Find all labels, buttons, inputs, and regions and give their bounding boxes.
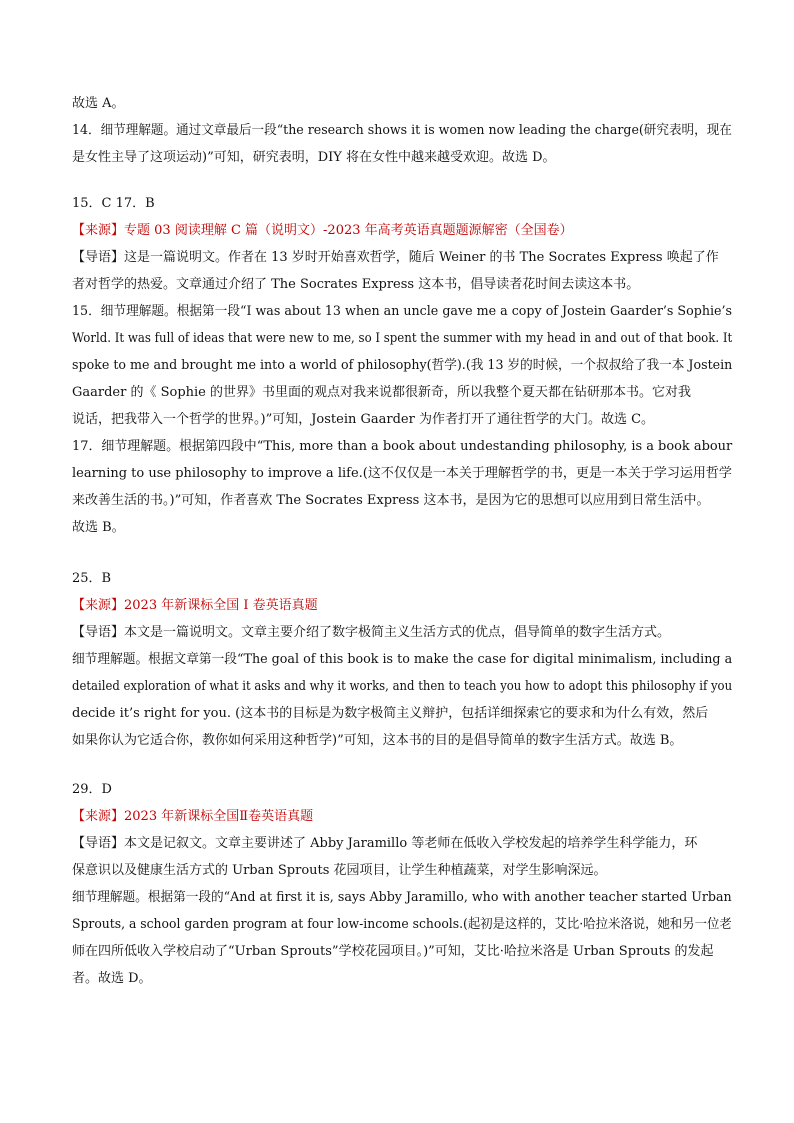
q17-explanation-line: 故选 B。: [72, 520, 125, 535]
answer-text-line: 故选 A。: [72, 96, 125, 111]
guide-line: 【导语】本文是记叙文。文章主要讲述了 Abby Jaramillo 等老师在低收入学校发起的培养学生科学能力，环: [72, 836, 698, 851]
q15-explanation-line: 15．细节理解题。根据第一段“I was about 13 when an uncle gave me a copy of Jostein Gaarder’s Sophie’s: [72, 304, 733, 319]
source-tag: 【来源】: [72, 809, 125, 824]
q17-explanation-line: 17．细节理解题。根据第四段中“This, more than a book about undestanding philosophy, is a book abour: [72, 439, 733, 454]
source-tag: 【来源】: [72, 598, 125, 613]
source-line: [72, 808, 732, 826]
q29-explanation-line: 者。故选 D。: [72, 971, 152, 986]
q25-explanation-line: 细节理解题。根据文章第一段“The goal of this book is to make the case for digital minimalism, including a: [72, 652, 733, 667]
guide-line: 保意识以及健康生活方式的 Urban Sprouts 花园项目，让学生种植蔬菜，对学生影响深远。: [72, 863, 607, 878]
q25-explanation-line: detailed exploration of what it asks and why it works, and then to teach you how to adopt this philosophy if you: [72, 679, 733, 694]
source-text: 2023 年新课标全国Ⅱ卷英语真题: [124, 809, 314, 824]
q25-explanation-line: decide it’s right for you. (这本书的目标是为数字极简主义辩护，包括详细探索它的要求和为什么有效，然后: [72, 706, 709, 721]
q14-explanation-line: 14．细节理解题。通过文章最后一段“the research shows it is women now leading the charge(研究表明，现在: [72, 123, 732, 138]
source-line: [72, 597, 732, 615]
q17-explanation-line: 来改善生活的书。)”可知，作者喜欢 The Socrates Express 这本书，是因为它的思想可以应用到日常生活中。: [72, 493, 710, 508]
answer-key: 25．B: [72, 571, 112, 586]
q14-explanation-line: 是女性主导了这项运动)”可知，研究表明，DIY 将在女性中越来越受欢迎。故选 D。: [72, 150, 556, 165]
q17-explanation-line: learning to use philosophy to improve a life.(这不仅仅是一本关于理解哲学的书，更是一本关于学习运用哲学: [72, 466, 732, 481]
q29-explanation-line: Sprouts, a school garden program at four low-income schools.(起初是这样的，艾比·哈拉米洛说，她和另一位老: [72, 917, 732, 932]
q29-explanation-line: 师在四所低收入学校启动了“Urban Sprouts”学校花园项目。)”可知，艾比·哈拉米洛是 Urban Sprouts 的发起: [72, 944, 714, 959]
q15-explanation-line: Gaarder 的《 Sophie 的世界》书里面的观点对我来说都很新奇，所以我整个夏天都在钻研那本书。它对我: [72, 385, 692, 400]
guide-line: 者对哲学的热爱。文章通过介绍了 The Socrates Express 这本书，倡导读者花时间去读这本书。: [72, 277, 640, 292]
source-line: [72, 222, 732, 240]
source-text: 2023 年新课标全国 I 卷英语真题: [124, 598, 318, 613]
q25-explanation-line: 如果你认为它适合你，教你如何采用这种哲学)”可知，这本书的目的是倡导简单的数字生活方式。故选 B。: [72, 733, 683, 748]
q15-explanation-line: World. It was full of ideas that were new to me, so I spent the summer with my head in and out of that book. It: [72, 331, 733, 346]
guide-line: 【导语】这是一篇说明文。作者在 13 岁时开始喜欢哲学，随后 Weiner 的书 The Socrates Express 唤起了作: [72, 250, 719, 265]
q15-explanation-line: 说话，把我带入一个哲学的世界。)”可知，Jostein Gaarder 为作者打开了通往哲学的大门。故选 C。: [72, 412, 655, 427]
source-tag: 【来源】: [72, 223, 125, 238]
answer-key: 15．C 17．B: [72, 196, 155, 211]
q29-explanation-line: 细节理解题。根据第一段的“And at first it is, says Abby Jaramillo, who with another teacher started Urban: [72, 890, 732, 905]
answer-key: 29．D: [72, 782, 112, 797]
source-text: 专题 03 阅读理解 C 篇（说明文）-2023 年高考英语真题题源解密（全国卷）: [124, 223, 573, 238]
guide-line: 【导语】本文是一篇说明文。文章主要介绍了数字极简主义生活方式的优点，倡导简单的数字生活方式。: [72, 625, 671, 640]
q15-explanation-line: spoke to me and brought me into a world of philosophy(哲学).(我 13 岁的时候，一个叔叔给了我一本 Jostein: [72, 358, 733, 373]
